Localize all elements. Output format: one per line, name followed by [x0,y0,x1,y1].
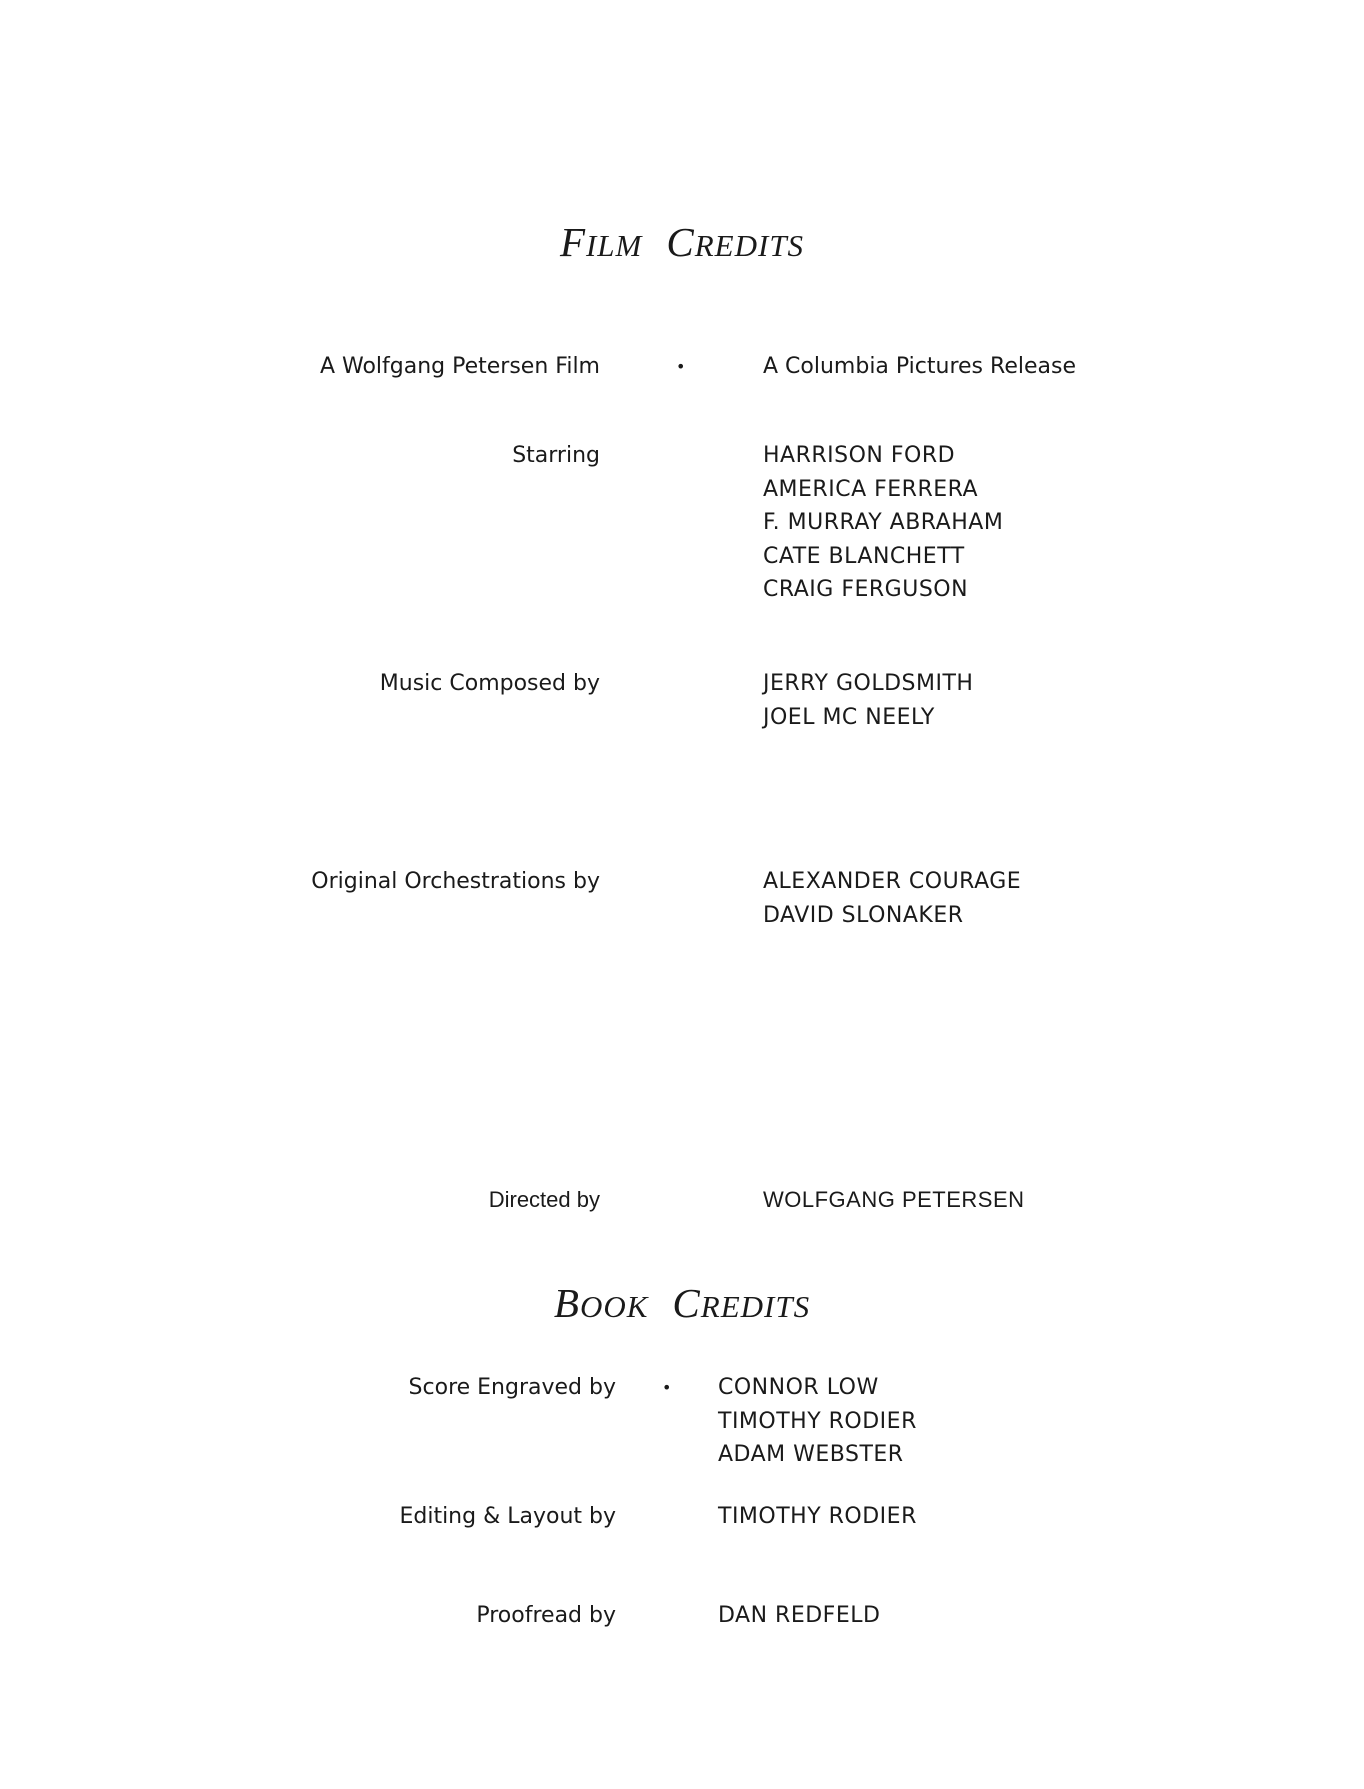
orchestrations-label: Original Orchestrations by [311,869,600,894]
cast-name: F. MURRAY ABRAHAM [763,510,1004,535]
orchestrations-names [763,865,1021,932]
editing-label: Editing & Layout by [399,1504,616,1529]
book-heading-first-cap: B [553,1280,580,1326]
book-separator: • [662,1378,672,1397]
engraved-names [718,1371,917,1472]
proofreader-name: DAN REDFELD [718,1603,881,1628]
film-credits-heading [0,218,1364,266]
starring-label: Starring [512,443,600,468]
proofread-label: Proofread by [476,1603,616,1628]
engraved-label: Score Engraved by [408,1375,616,1400]
director-name: WOLFGANG PETERSEN [763,1187,1025,1212]
book-heading-second-rest: REDITS [700,1289,811,1324]
proofread-names [718,1599,880,1633]
engraver-name: ADAM WEBSTER [718,1442,904,1467]
music-label: Music Composed by [379,671,600,696]
film-intro-left: A Wolfgang Petersen Film [319,354,600,379]
starring-names [763,439,1003,607]
music-names [763,667,973,734]
film-intro-right: A Columbia Pictures Release [763,354,1076,379]
orchestrator-name: ALEXANDER COURAGE [763,869,1022,894]
film-heading-second-rest: REDITS [694,228,805,263]
film-heading-first-rest: ILM [585,228,643,263]
editing-names [718,1500,917,1534]
cast-name: HARRISON FORD [763,443,956,468]
film-heading-first-cap: F [559,219,586,265]
book-credits-heading [0,1279,1364,1327]
cast-name: AMERICA FERRERA [763,476,979,502]
film-heading-second-cap: C [666,219,695,265]
film-intro-separator: • [676,357,686,376]
book-heading-first-rest: OOK [579,1289,649,1324]
cast-name: CRAIG FERGUSON [763,577,969,602]
orchestrator-name: DAVID SLONAKER [763,902,964,928]
cast-name: CATE BLANCHETT [763,543,965,569]
engraver-name: TIMOTHY RODIER [718,1408,917,1434]
book-heading-second-cap: C [672,1280,701,1326]
composer-name: JERRY GOLDSMITH [763,671,974,696]
directed-names [763,1183,1025,1217]
editor-name: TIMOTHY RODIER [718,1504,917,1529]
composer-name: JOEL MC NEELY [763,704,935,730]
engraver-name: CONNOR LOW [718,1375,879,1400]
directed-label: Directed by [488,1187,600,1212]
